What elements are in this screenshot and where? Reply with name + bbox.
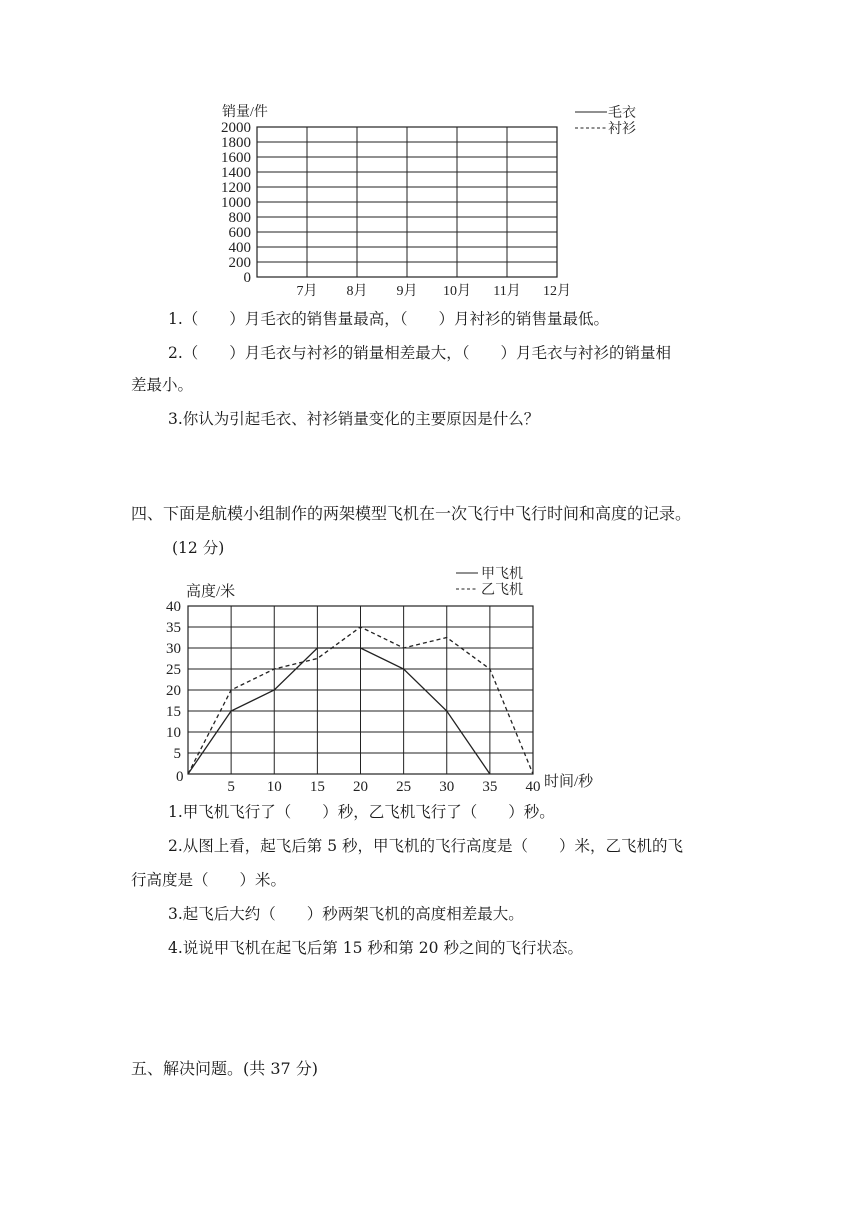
plane-legend (456, 565, 523, 598)
plane-y-tick-label: 30 (166, 641, 181, 657)
sales-x-tick-label: 11月 (493, 284, 521, 299)
plane-x-tick-label: 35 (482, 779, 498, 795)
sales-y-tick-label: 1400 (221, 165, 251, 181)
sales-y-tick-label: 1800 (221, 135, 251, 151)
plane-question-1: 1.甲飞机飞行了（ ）秒，乙飞机飞行了（ ）秒。 (168, 803, 555, 821)
sales-question-3: 3.你认为引起毛衣、衬衫销量变化的主要原因是什么？ (168, 410, 540, 428)
sales-y-tick-label: 600 (228, 225, 251, 241)
sales-question-2-line-1: 2.（ ）月毛衣与衬衫的销量相差最大，（ ）月毛衣与衬衫的销量相 (168, 344, 672, 362)
plane-x-tick-label: 30 (439, 779, 455, 795)
plane-question-2-line-2: 行高度是（ ）米。 (131, 871, 287, 889)
sales-legend-label: 毛衣 (608, 106, 636, 121)
plane-x-tick-label: 25 (396, 779, 412, 795)
plane-x-tick-label: 10 (266, 779, 282, 795)
sales-question-2-line-2: 差最小。 (131, 376, 194, 394)
plane-y-tick-label: 40 (166, 599, 181, 615)
sales-y-tick-label: 1600 (221, 150, 251, 166)
plane-y-axis-label: 高度/米 (186, 584, 236, 600)
plane-x-ticks (227, 779, 540, 795)
plane-y-ticks (166, 599, 181, 762)
plane-y-tick-label: 20 (166, 683, 181, 699)
plane-grid (188, 606, 533, 774)
plane-question-3: 3.起飞后大约（ ）秒两架飞机的高度相差最大。 (168, 905, 524, 923)
plane-question-2-line-1: 2.从图上看，起飞后第 5 秒，甲飞机的飞行高度是（ ）米，乙飞机的飞 (168, 837, 684, 855)
sales-x-tick-label: 10月 (443, 284, 471, 299)
plane-y-tick-label: 5 (173, 746, 181, 762)
section-5-title: 五、解决问题。(共 37 分) (131, 1059, 319, 1078)
plane-x-tick-label: 40 (525, 779, 541, 795)
sales-legend-label: 衬衫 (608, 122, 636, 137)
plane-legend-label: 乙飞机 (481, 583, 523, 598)
plane-origin-label: 0 (176, 769, 184, 785)
plane-legend-label: 甲飞机 (481, 567, 523, 582)
sales-y-tick-label: 400 (228, 240, 251, 256)
sales-x-tick-label: 12月 (543, 284, 571, 299)
sales-x-tick-label: 9月 (396, 284, 418, 299)
plane-y-tick-label: 15 (166, 704, 181, 720)
sales-y-tick-label: 1200 (221, 180, 251, 196)
section-4-score: (12 分) (172, 539, 225, 557)
sales-y-tick-label: 800 (228, 210, 251, 226)
plane-x-tick-label: 20 (353, 779, 368, 795)
plane-x-tick-label: 5 (227, 779, 235, 795)
sales-y-tick-label: 200 (228, 255, 251, 271)
plane-x-tick-label: 15 (309, 779, 325, 795)
sales-x-tick-label: 7月 (296, 284, 318, 299)
sales-x-tick-label: 8月 (346, 284, 368, 299)
plane-y-tick-label: 25 (166, 662, 181, 678)
plane-question-4: 4.说说甲飞机在起飞后第 15 秒和第 20 秒之间的飞行状态。 (168, 939, 583, 957)
sales-y-tick-label: 0 (243, 270, 251, 286)
plane-y-tick-label: 35 (166, 620, 181, 636)
plane-y-tick-label: 10 (166, 725, 181, 741)
sales-y-axis-label: 销量/件 (222, 105, 268, 120)
sales-y-tick-label: 1000 (221, 195, 251, 211)
sales-y-tick-label: 2000 (221, 120, 251, 136)
sales-question-1: 1.（ ）月毛衣的销售量最高，（ ）月衬衫的销售量最低。 (168, 310, 610, 328)
plane-x-axis-label: 时间/秒 (544, 774, 594, 790)
section-4-title: 四、下面是航模小组制作的两架模型飞机在一次飞行中飞行时间和高度的记录。 (131, 504, 692, 523)
